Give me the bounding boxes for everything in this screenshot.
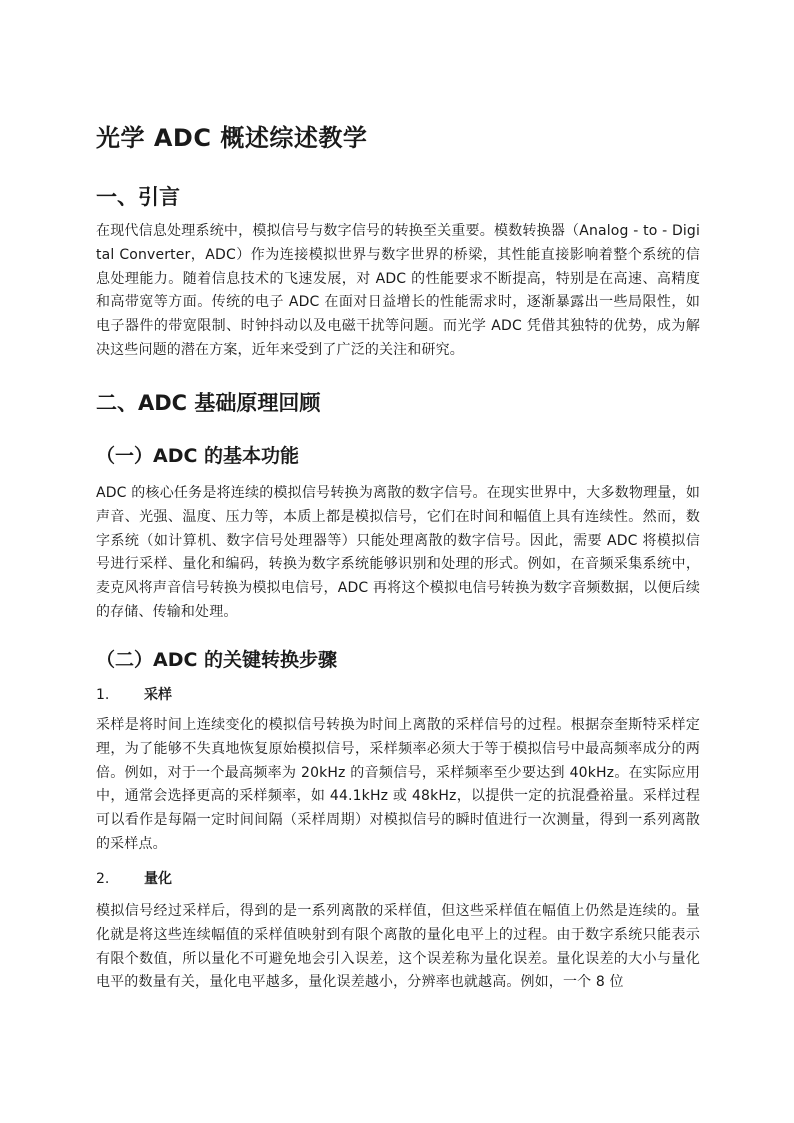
sampling-paragraph: 采样是将时间上连续变化的模拟信号转换为时间上离散的采样信号的过程。根据奈奎斯特采样定理，为了能够不失真地恢复原始模拟信号，采样频率必须大于等于模拟信号中最高频率成分的两倍。例如，对于一个最高频率为 20kHz 的音频信号，采样频率至少要达到 40kHz。在实际应用中，通常会选择更高的采样频率，如 44.1kHz 或 48kHz，以提供一定的抗混叠裕量。采样过程可以看作是每隔一定时间间隔（采样周期）对模拟信号的瞬时值进行一次测量，得到一系列离散的采样点。 [96, 717, 700, 852]
step-number: 2. [96, 871, 110, 887]
basic-function-paragraph: ADC 的核心任务是将连续的模拟信号转换为离散的数字信号。在现实世界中，大多数物理量，如声音、光强、温度、压力等，本质上都是模拟信号，它们在时间和幅值上具有连续性。然而，数字系统（如计算机、数字信号处理器等）只能处理离散的数字信号。因此，需要 ADC 将模拟信号进行采样、量化和编码，转换为数字系统能够识别和处理的形式。例如，在音频采集系统中，麦克风将声音信号转换为模拟电信号，ADC 再将这个模拟电信号转换为数字音频数据，以便后续的存储、传输和处理。 [96, 485, 700, 620]
step-label: 采样 [144, 687, 172, 703]
step-item-sampling [96, 684, 172, 706]
subsection-heading-basic-function: （一）ADC 的基本功能 [96, 445, 300, 467]
document-title: 光学 ADC 概述综述教学 [96, 124, 368, 152]
step-number: 1. [96, 687, 110, 703]
section-heading-introduction: 一、引言 [96, 185, 180, 209]
introduction-paragraph: 在现代信息处理系统中，模拟信号与数字信号的转换至关重要。模数转换器（Analog - to - Digital Converter，ADC）作为连接模拟世界与数字世界的桥梁，其性能直接影响着整个系统的信息处理能力。随着信息技术的飞速发展，对 ADC 的性能要求不断提高，特别是在高速、高精度和高带宽等方面。传统的电子 ADC 在面对日益增长的性能需求时，逐渐暴露出一些局限性，如电子器件的带宽限制、时钟抖动以及电磁干扰等问题。而光学 ADC 凭借其独特的优势，成为解决这些问题的潜在方案，近年来受到了广泛的关注和研究。 [96, 223, 700, 358]
section-heading-adc-basics: 二、ADC 基础原理回顾 [96, 391, 321, 415]
step-label: 量化 [144, 871, 172, 887]
subsection-heading-conversion-steps: （二）ADC 的关键转换步骤 [96, 649, 338, 671]
quantization-paragraph: 模拟信号经过采样后，得到的是一系列离散的采样值，但这些采样值在幅值上仍然是连续的。量化就是将这些连续幅值的采样值映射到有限个离散的量化电平上的过程。由于数字系统只能表示有限个数值，所以量化不可避免地会引入误差，这个误差称为量化误差。量化误差的大小与量化电平的数量有关，量化电平越多，量化误差越小，分辨率也就越高。例如，一个 8 位 [96, 903, 700, 991]
step-item-quantization [96, 868, 172, 890]
